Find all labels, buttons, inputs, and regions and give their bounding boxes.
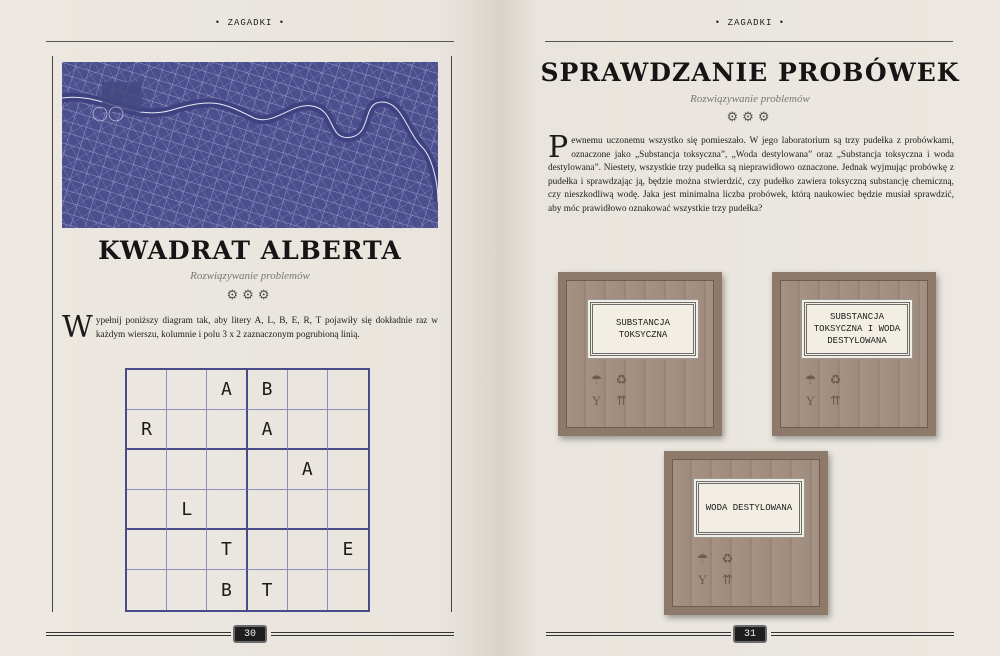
grid-cell [127,530,167,570]
grid-cell: T [248,570,288,610]
grid-cell [328,450,368,490]
crate-icons [798,370,848,412]
page-number: 31 [733,625,767,643]
grid-cell [328,570,368,610]
recycle-icon: ♻ [829,372,842,387]
header-rule [46,41,454,42]
arrows-up-icon: ⇈ [616,393,627,408]
grid-cell [127,490,167,530]
grid-cell [248,530,288,570]
grid-cell [207,410,247,450]
puzzle-subtitle: Rozwiązywanie problemów [190,270,310,282]
puzzle-text [62,310,438,345]
letter-grid [125,368,370,612]
crate-label: SUBSTANCJA TOKSYCZNA I WODA DESTYLOWANA [804,302,910,356]
grid-cell [328,370,368,410]
footer-rule [271,632,454,636]
crate-water [664,451,828,615]
grid-cell [328,490,368,530]
crate-icons [690,549,740,591]
arrows-up-icon: ⇈ [722,572,733,587]
umbrella-icon: ☂ [804,372,817,387]
puzzle-subtitle: Rozwiązywanie problemów [690,93,810,105]
grid-cell [167,410,207,450]
grid-cell [288,370,328,410]
city-map-image [62,62,438,228]
glass-icon: Y [591,393,602,408]
umbrella-icon: ☂ [590,372,603,387]
grid-cell [207,490,247,530]
grid-cell [127,450,167,490]
recycle-icon: ♻ [721,551,734,566]
dropcap: W [62,310,93,345]
dropcap: P [548,130,569,165]
puzzle-title: SPRAWDZANIE PROBÓWEK [540,58,960,87]
grid-cell: A [207,370,247,410]
grid-cell [167,370,207,410]
puzzle-text-body: ypełnij poniższy diagram tak, aby litery A, L, B, E, R, T pojawiły się dokładnie raz w każdym wierszu, kolumnie i polu 3 x 2 zaznaczonym pogrubioną linią. [95,316,438,340]
grid-cell: B [248,370,288,410]
footer-rule [46,632,231,636]
grid-cell [167,530,207,570]
grid-cell [288,530,328,570]
grid-cell: E [328,530,368,570]
grid-cell: A [248,410,288,450]
page-number: 30 [233,625,267,643]
grid-cell: B [207,570,247,610]
page-header: • ZAGADKI • [214,18,286,28]
puzzle-text [548,130,954,217]
crate-label: WODA DESTYLOWANA [696,481,802,535]
grid-cell [328,410,368,450]
glass-icon: Y [697,572,708,587]
grid-cell [167,570,207,610]
page-header: • ZAGADKI • [714,18,786,28]
glass-icon: Y [805,393,816,408]
grid-cell: R [127,410,167,450]
crate-label: SUBSTANCJA TOKSYCZNA [590,302,696,356]
grid-cell: L [167,490,207,530]
grid-cell: T [207,530,247,570]
difficulty-icons: ⚙⚙⚙ [226,287,274,302]
recycle-icon: ♻ [615,372,628,387]
footer-rule [771,632,954,636]
grid-cell [288,570,328,610]
grid-cell [288,490,328,530]
crate-icons [584,370,634,412]
crate-toxic-and-water [772,272,936,436]
grid-cell [248,490,288,530]
grid-cell [127,570,167,610]
difficulty-icons: ⚙⚙⚙ [726,109,774,124]
footer-rule [546,632,731,636]
puzzle-title: KWADRAT ALBERTA [98,236,402,265]
grid-cell [248,450,288,490]
crate-toxic [558,272,722,436]
grid-cell [207,450,247,490]
grid-cell: A [288,450,328,490]
grid-cell [167,450,207,490]
arrows-up-icon: ⇈ [830,393,841,408]
header-rule [545,41,953,42]
grid-cell [288,410,328,450]
grid-cell [127,370,167,410]
umbrella-icon: ☂ [696,551,709,566]
puzzle-text-body: ewnemu uczonemu wszystko się pomieszało. W jego laboratorium są trzy pudełka z probówkami, oznaczone jako „Substancja toksyczna”, „Woda destylowana” oraz „Substancja toksyczna i woda destylowana”. Niestety, wszystkie trzy pudełka są nieprawidłowo oznaczone. Jednak wyjmując probówkę z pudełka i sprawdzając ją, będzie można stwierdzić, czy pudełko zawiera toksyczną substancję chemiczną, czy nieszkodliwą wodę. Jaka jest minimalna liczba probówek, którą naukowiec będzie musiał sprawdzić, aby móc prawidłowo oznakować wszystkie trzy pudełka? [548,136,954,214]
